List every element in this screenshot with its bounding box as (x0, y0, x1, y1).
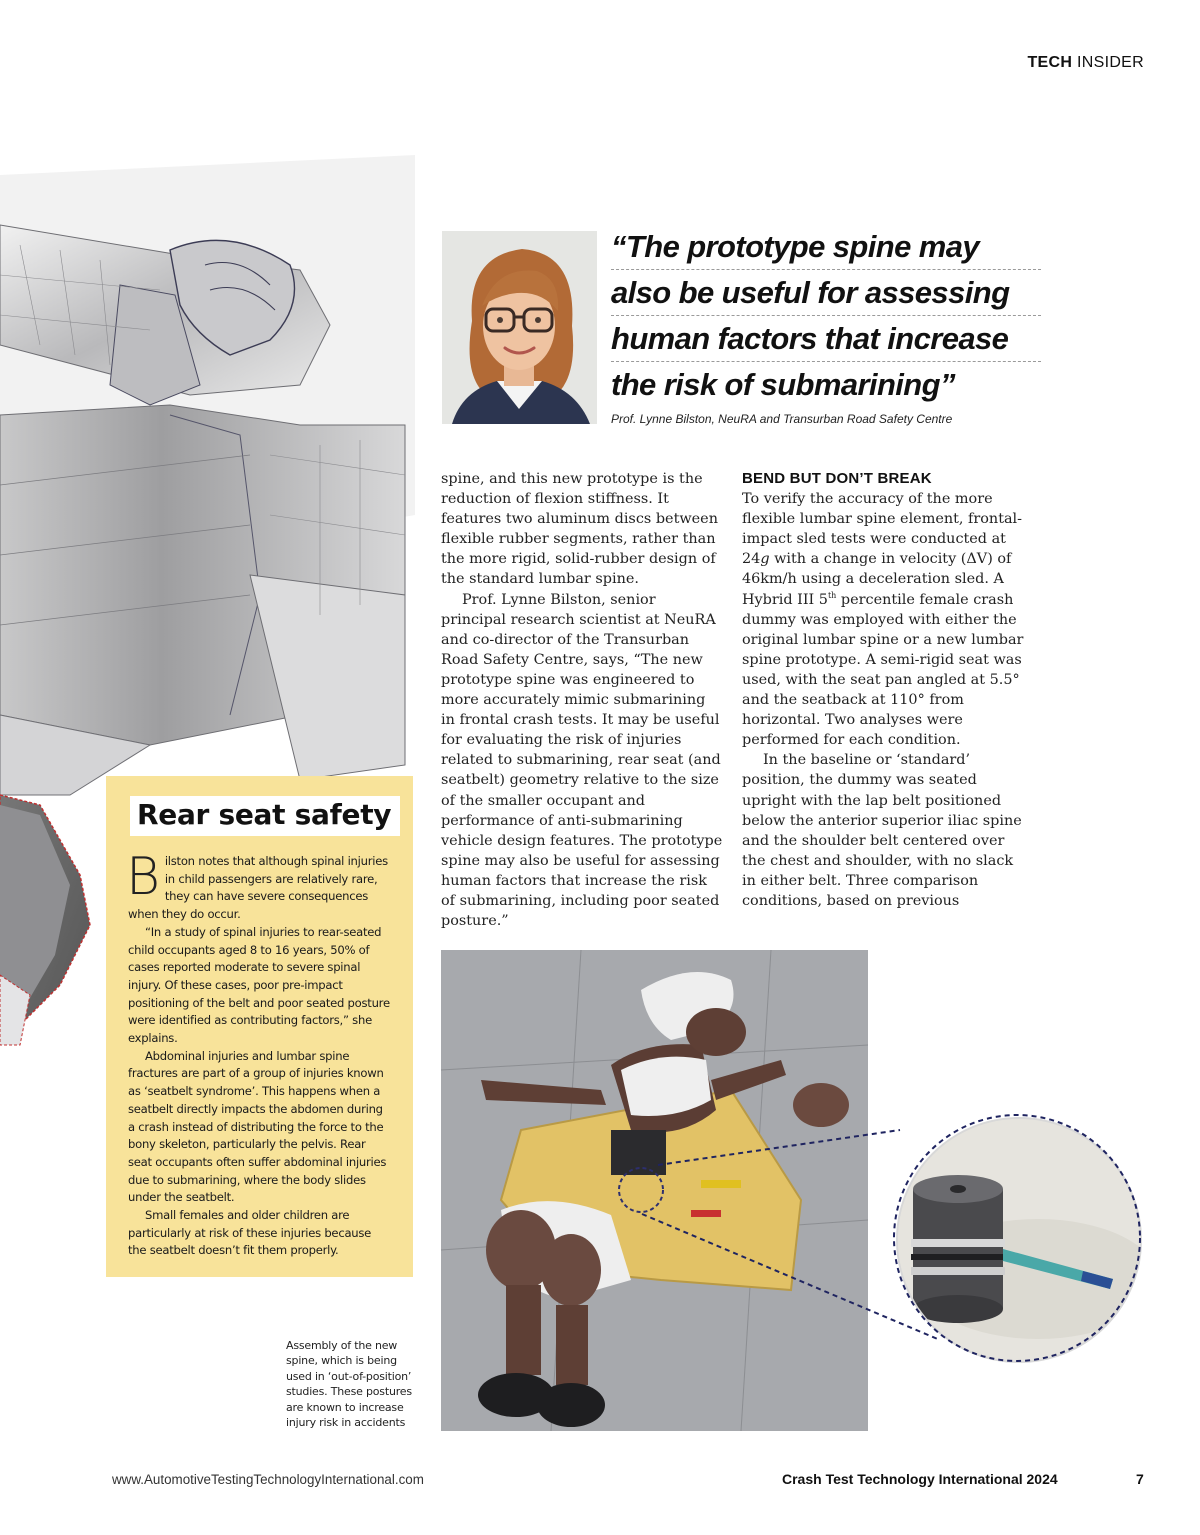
pull-quote-line: human factors that increase (611, 316, 1041, 362)
pull-quote-line: “The prototype spine may (611, 224, 1041, 270)
footer-publication-title: Crash Test Technology International 2024 (782, 1471, 1058, 1487)
portrait-photo (442, 231, 597, 424)
section-subhead: BEND BUT DON’T BREAK (742, 470, 932, 487)
footer-website-link[interactable]: www.AutomotiveTestingTechnologyInternational.com (112, 1472, 424, 1487)
pull-quote (611, 224, 1041, 407)
pull-quote-attribution: Prof. Lynne Bilston, NeuRA and Transurban Road Safety Centre (611, 412, 953, 426)
sidebar-paragraph: Bilston notes that although spinal injuries in child passengers are relatively rare, they can have severe consequences when they do occur. (126, 847, 388, 922)
sidebar-paragraph: Small females and older children are particularly at risk of these injuries because the seatbelt doesn’t fit them properly. (128, 1208, 372, 1258)
section-label-rest: INSIDER (1077, 54, 1144, 71)
body-paragraph: spine, and this new prototype is the reduction of flexion stiffness. It features two aluminum discs between flexible rubber segments, rather than the more rigid, solid-rubber design of the standard lumbar spine. (441, 471, 718, 588)
photo-caption: Assembly of the new spine, which is being used in ‘out-of-position’ studies. These postures are known to increase injury risk in accidents (286, 1339, 412, 1430)
pull-quote-line: the risk of submarining” (611, 367, 955, 402)
body-column-right (742, 469, 1024, 911)
page-number: 7 (1136, 1471, 1144, 1487)
body-column-left (441, 469, 723, 931)
body-paragraph: To verify the accuracy of the more flexible lumbar spine element, frontal-impact sled tests were conducted at 24g with a change in velocity (ΔV) of 46km/h using a deceleration sled. A Hybrid III 5th percentile female crash dummy was employed with either the original lumbar spine or a new lumbar spine prototype. A semi-rigid seat was used, with the seat pan angled at 5.5° and the seatback at 110° from horizontal. Two analyses were performed for each condition. (742, 491, 1024, 749)
body-paragraph: In the baseline or ‘standard’ position, the dummy was seated upright with the lap belt positioned below the anterior superior iliac spine and the shoulder belt centered over the chest and shoulder, with no slack in either belt. Three comparison conditions, based on previous (742, 752, 1022, 909)
section-label-bold: TECH (1027, 54, 1073, 71)
sidebar-text (126, 847, 390, 1260)
body-paragraph: Prof. Lynne Bilston, senior principal research scientist at NeuRA and co-director of the Transurban Road Safety Centre, says, “The new prototype spine was engineered to more accurately mimic submarining in frontal crash tests. It may be useful for evaluating the risk of injuries related to submarining, rear seat (and seatbelt) geometry relative to the size of the smaller occupant and performance of anti-submarining vehicle design features. The prototype spine may also be useful for assessing human factors that increase the risk of submarining, including poor seated posture.” (441, 591, 723, 930)
spine-detail-inset (896, 1117, 1142, 1363)
pull-quote-line: also be useful for assessing (611, 270, 1041, 316)
drop-cap: B (126, 847, 160, 907)
sidebar-paragraph: “In a study of spinal injuries to rear-seated child occupants aged 8 to 16 years, 50% of cases reported moderate to severe spinal injury. Of these cases, poor pre-impact positioning of the belt and poor seated posture were identified as contributing factors,” she explains. (128, 924, 390, 1046)
section-label (1027, 54, 1144, 72)
sidebar-paragraph: Abdominal injuries and lumbar spine fractures are part of a group of injuries known as ‘seatbelt syndrome’. This happens when a seatbelt directly impacts the abdomen during a crash instead of distributing the force to the bony skeleton, particularly the pelvis. Rear seat occupants often suffer abdominal injuries due to submarining, where the body slides under the seatbelt. (128, 1048, 387, 1205)
sidebar-title: Rear seat safety (130, 796, 400, 836)
dummy-assembly-photo (441, 950, 868, 1431)
